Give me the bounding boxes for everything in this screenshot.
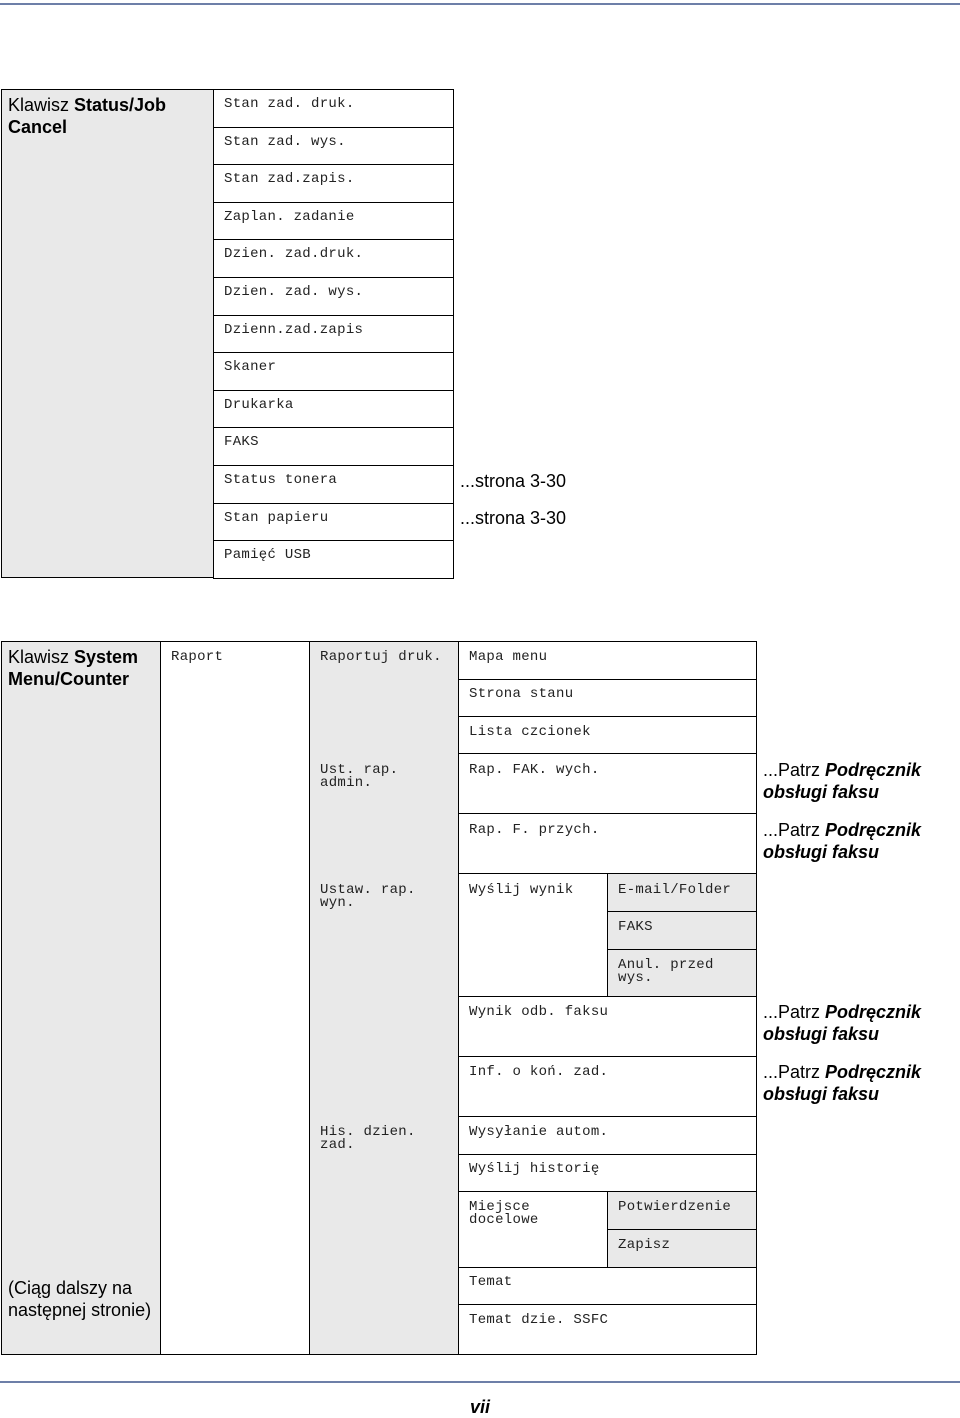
inf-o-kon-zad-label: Inf. o koń. zad. xyxy=(469,1064,609,1080)
raport-label: Raport xyxy=(171,649,224,665)
his-dzien-zad-label: His. dzien. zad. xyxy=(320,1124,425,1153)
lista-czcionek-label: Lista czcionek xyxy=(469,724,591,740)
system-key-label: Klawisz System Menu/Counter xyxy=(8,647,139,689)
status-item-label: Stan zad. druk. xyxy=(224,96,355,112)
email-folder-label: E-mail/Folder xyxy=(618,882,732,898)
wyslij-historie-label: Wyślij historię xyxy=(469,1161,600,1177)
strona-stanu-label: Strona stanu xyxy=(469,686,574,702)
fax-ref-inf: ...Patrz Podręcznik obsługi faksu xyxy=(763,1062,922,1104)
ustaw-rap-wyn-label: Ustaw. rap. wyn. xyxy=(320,882,425,911)
status-item-label: Dzien. zad.druk. xyxy=(224,246,364,262)
wysylanie-autom-label: Wysyłanie autom. xyxy=(469,1124,609,1140)
status-item-label: Stan zad. wys. xyxy=(224,134,346,150)
fax-ref-odb: ...Patrz Podręcznik obsługi faksu xyxy=(763,1002,922,1044)
wynik-odb-faksu-label: Wynik odb. faksu xyxy=(469,1004,609,1020)
fax-ref-przych: ...Patrz Podręcznik obsługi faksu xyxy=(763,820,922,862)
temat-label: Temat xyxy=(469,1274,513,1290)
status-item-label: Dzien. zad. wys. xyxy=(224,284,364,300)
page-ref-paper: ...strona 3-30 xyxy=(460,508,567,528)
status-item-label: Status tonera xyxy=(224,472,338,488)
system-key-cell xyxy=(1,641,161,1355)
status-item-label: Skaner xyxy=(224,359,277,375)
faks-label: FAKS xyxy=(618,919,653,935)
mapa-menu-label: Mapa menu xyxy=(469,649,548,665)
status-item-label: Stan papieru xyxy=(224,510,329,526)
continued-note: (Ciąg dalszy na następnej stronie) xyxy=(8,1278,152,1320)
status-item-label: Dzienn.zad.zapis xyxy=(224,322,364,338)
status-item-label: Drukarka xyxy=(224,397,294,413)
fax-ref-wych: ...Patrz Podręcznik obsługi faksu xyxy=(763,760,922,802)
anul-przed-wys-label: Anul. przed wys. xyxy=(618,957,723,986)
bottom-rule xyxy=(0,1381,960,1383)
page-number: vii xyxy=(469,1397,490,1417)
level2-column xyxy=(309,641,459,1355)
rap-fak-wych-label: Rap. FAK. wych. xyxy=(469,762,600,778)
raportuj-druk-label: Raportuj druk. xyxy=(320,649,442,665)
top-rule xyxy=(0,3,960,5)
status-key-label: Klawisz Status/Job Cancel xyxy=(8,95,167,137)
temat-dzie-ssfc-label: Temat dzie. SSFC xyxy=(469,1312,609,1328)
ust-rap-admin-label: Ust. rap. admin. xyxy=(320,762,408,791)
raport-cell xyxy=(160,641,310,1355)
zapisz-label: Zapisz xyxy=(618,1237,671,1253)
miejsce-docelowe-label: Miejsce docelowe xyxy=(469,1199,539,1228)
status-key-cell xyxy=(1,89,214,578)
page-ref-toner: ...strona 3-30 xyxy=(460,471,567,491)
rap-f-przych-label: Rap. F. przych. xyxy=(469,822,600,838)
wyslij-wynik-label: Wyślij wynik xyxy=(469,882,574,898)
status-item-label: FAKS xyxy=(224,434,259,450)
status-item-label: Stan zad.zapis. xyxy=(224,171,355,187)
status-item-label: Pamięć USB xyxy=(224,547,312,563)
potwierdzenie-label: Potwierdzenie xyxy=(618,1199,732,1215)
status-item-label: Zaplan. zadanie xyxy=(224,209,355,225)
